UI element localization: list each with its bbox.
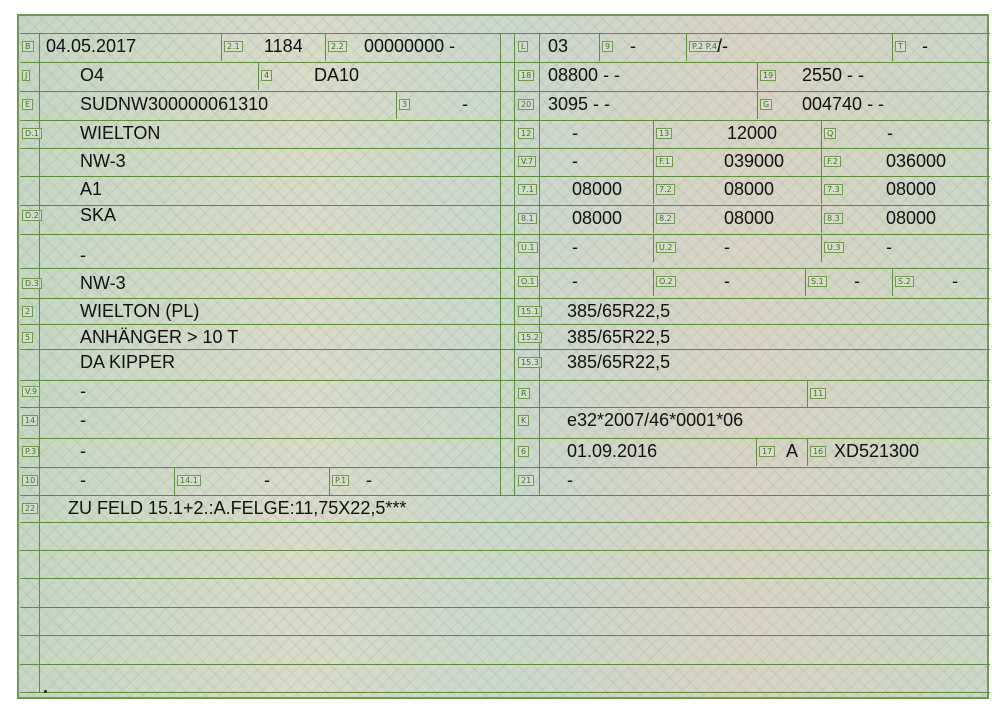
grid-hline	[20, 298, 990, 299]
right-row-code: 12	[518, 128, 534, 139]
cell-divider	[821, 176, 822, 204]
remarks-code: 22	[22, 503, 38, 514]
right-cell-code: 9	[602, 41, 613, 52]
right-row-code: 18	[518, 70, 534, 81]
grid-hline	[20, 62, 990, 63]
right-row-code: V.7	[518, 156, 536, 167]
cell-divider	[174, 467, 175, 495]
left-cell-code: 3	[399, 99, 410, 110]
left-row-code: 14	[22, 415, 38, 426]
right-cell-value: -	[567, 470, 573, 490]
right-cell-value: 004740 - -	[802, 94, 885, 114]
right-cell-value: 3095 - -	[548, 94, 611, 114]
cell-divider	[329, 467, 330, 495]
right-cell-value: 08000	[572, 208, 623, 228]
right-cell-code: Q	[824, 128, 836, 139]
right-cell-code: F.2	[824, 156, 841, 167]
right-row-code: 15.2	[518, 332, 542, 343]
left-cell-code: 2.2	[328, 41, 347, 52]
cell-divider	[396, 91, 397, 119]
left-cell-value: SKA	[80, 205, 117, 225]
left-row-code: D.2	[22, 210, 42, 221]
left-cell-value: WIELTON	[80, 123, 161, 143]
left-row-code: D.3	[22, 278, 42, 289]
cell-divider	[686, 33, 687, 61]
cell-divider	[653, 120, 654, 148]
right-cell-value: 385/65R22,5	[567, 327, 671, 347]
grid-hline	[20, 380, 990, 381]
right-cell-code: F.1	[656, 156, 673, 167]
right-cell-value: 08000	[572, 179, 623, 199]
cell-divider	[653, 148, 654, 176]
left-cell-value: DA KIPPER	[80, 352, 176, 372]
right-cell-value: 12000	[727, 123, 778, 143]
right-cell-value: e32*2007/46*0001*06	[567, 410, 744, 430]
right-cell-value: 08000	[886, 179, 937, 199]
left-row-code: 10	[22, 475, 38, 486]
cell-divider	[821, 205, 822, 233]
right-cell-value: A	[786, 441, 799, 461]
grid-hline	[20, 635, 990, 636]
right-cell-value: -	[630, 36, 636, 56]
right-row-code: 15.1	[518, 306, 542, 317]
grid-hline	[20, 33, 990, 34]
right-cell-value: 08000	[886, 208, 937, 228]
left-cell-value: -	[80, 410, 86, 430]
left-cell-value: 1184	[264, 36, 303, 56]
right-cell-code: 16	[810, 446, 826, 457]
right-row-code: 6	[518, 446, 529, 457]
right-cell-value: -	[572, 151, 578, 171]
grid-hline	[20, 234, 990, 235]
grid-hline	[20, 324, 990, 325]
grid-hline	[20, 407, 990, 408]
right-row-code: R	[518, 388, 530, 399]
right-row-code: 20	[518, 99, 534, 110]
right-cell-value: -	[724, 271, 730, 291]
right-cell-code: S.1	[808, 276, 827, 287]
right-cell-value: /-	[717, 36, 728, 56]
right-cell-value: 385/65R22,5	[567, 352, 671, 372]
grid-hline	[20, 495, 990, 496]
cell-divider	[821, 148, 822, 176]
cell-divider	[821, 234, 822, 262]
left-row-code: 2	[22, 306, 33, 317]
right-cell-value: -	[572, 237, 578, 257]
right-cell-code: S.2	[895, 276, 914, 287]
cell-divider	[807, 438, 808, 466]
grid-hline	[20, 578, 990, 579]
left-row-code: J	[22, 70, 30, 81]
right-cell-code: 13	[656, 128, 672, 139]
left-row-code: V.9	[22, 386, 40, 397]
right-cell-value: 03	[548, 36, 569, 56]
left-cell-value: O4	[80, 65, 105, 85]
center-divider	[500, 33, 501, 495]
right-code-column-line	[539, 33, 540, 495]
right-cell-code: 7.2	[656, 184, 675, 195]
left-cell-value: 04.05.2017	[46, 36, 137, 56]
right-cell-value: 385/65R22,5	[567, 301, 671, 321]
cell-divider	[258, 62, 259, 90]
right-cell-value: 08800 - -	[548, 65, 621, 85]
grid-hline	[20, 176, 990, 177]
left-cell-value: -	[366, 470, 372, 490]
cell-divider	[653, 205, 654, 233]
ink-dot	[44, 690, 47, 693]
right-cell-value: -	[952, 271, 958, 291]
right-row-code: K	[518, 415, 529, 426]
right-cell-code: U.3	[824, 242, 844, 253]
cell-divider	[599, 33, 600, 61]
grid-hline	[20, 664, 990, 665]
right-cell-value: 039000	[724, 151, 785, 171]
left-cell-value: -	[80, 470, 86, 490]
left-cell-code: 2.1	[224, 41, 243, 52]
right-row-code: 7.1	[518, 184, 537, 195]
cell-divider	[757, 62, 758, 90]
left-cell-value: NW-3	[80, 273, 126, 293]
right-cell-value: 08000	[724, 208, 775, 228]
cell-divider	[221, 33, 222, 61]
cell-divider	[807, 380, 808, 408]
left-cell-value: A1	[80, 179, 103, 199]
right-cell-value: -	[572, 271, 578, 291]
right-cell-value: 08000	[724, 179, 775, 199]
right-cell-code: 17	[759, 446, 775, 457]
grid-hline	[20, 438, 990, 439]
right-cell-code: U.2	[656, 242, 676, 253]
right-row-code: 21	[518, 475, 534, 486]
left-row-code: D.1	[22, 128, 42, 139]
cell-divider	[757, 91, 758, 119]
left-cell-value: -	[462, 94, 468, 114]
right-cell-code: 8.2	[656, 213, 675, 224]
right-cell-value: -	[572, 123, 578, 143]
remarks-text: ZU FELD 15.1+2.:A.FELGE:11,75X22,5***	[68, 498, 407, 518]
grid-hline	[20, 550, 990, 551]
left-row-code: E	[22, 99, 33, 110]
right-cell-value: -	[887, 123, 893, 143]
cell-divider	[892, 33, 893, 61]
cell-divider	[653, 268, 654, 296]
left-row-code: 5	[22, 332, 33, 343]
left-cell-value: 00000000 -	[364, 36, 456, 56]
cell-divider	[653, 234, 654, 262]
right-cell-value: -	[724, 237, 730, 257]
left-row-code: P.3	[22, 446, 39, 457]
cell-divider	[756, 438, 757, 466]
right-cell-code: O.2	[656, 276, 676, 287]
right-cell-value: -	[922, 36, 928, 56]
left-cell-value: -	[80, 381, 86, 401]
cell-divider	[325, 33, 326, 61]
left-cell-value: -	[264, 470, 270, 490]
grid-hline	[20, 205, 990, 206]
left-cell-code: 4	[261, 70, 272, 81]
right-cell-code: 8.3	[824, 213, 843, 224]
left-cell-code: 14.1	[177, 475, 201, 486]
grid-hline	[20, 349, 990, 350]
grid-hline	[20, 268, 990, 269]
grid-hline	[20, 467, 990, 468]
cell-divider	[892, 268, 893, 296]
left-row-code: B	[22, 41, 34, 52]
left-cell-value: -	[80, 441, 86, 461]
right-cell-value: -	[854, 271, 860, 291]
grid-hline	[20, 120, 990, 121]
cell-divider	[821, 120, 822, 148]
right-cell-value: 2550 - -	[802, 65, 865, 85]
grid-hline	[20, 91, 990, 92]
right-row-code: 15.3	[518, 357, 542, 368]
left-cell-value: -	[80, 245, 86, 265]
left-cell-value: DA10	[314, 65, 360, 85]
right-cell-code: 19	[760, 70, 776, 81]
grid-hline	[20, 692, 990, 693]
right-cell-code: G	[760, 99, 772, 110]
right-cell-value: XD521300	[834, 441, 920, 461]
right-cell-code: 11	[810, 388, 826, 399]
left-cell-value: WIELTON (PL)	[80, 301, 200, 321]
cell-divider	[805, 268, 806, 296]
grid-hline	[20, 522, 990, 523]
right-cell-code: 7.3	[824, 184, 843, 195]
left-cell-value: ANHÄNGER > 10 T	[80, 327, 239, 347]
left-cell-value: NW-3	[80, 151, 126, 171]
right-row-code: U.1	[518, 242, 538, 253]
right-cell-value: 01.09.2016	[567, 441, 658, 461]
right-cell-value: 036000	[886, 151, 947, 171]
center-divider	[514, 33, 515, 495]
cell-divider	[653, 176, 654, 204]
right-row-code: L	[518, 41, 528, 52]
right-cell-code: T	[895, 41, 906, 52]
right-cell-code: P.2 P.4	[689, 41, 720, 52]
left-cell-value: SUDNW300000061310	[80, 94, 269, 114]
grid-hline	[20, 607, 990, 608]
right-row-code: 8.1	[518, 213, 537, 224]
registration-document	[17, 14, 989, 699]
right-row-code: O.1	[518, 276, 538, 287]
right-cell-value: -	[886, 237, 892, 257]
left-cell-code: P.1	[332, 475, 349, 486]
grid-hline	[20, 148, 990, 149]
